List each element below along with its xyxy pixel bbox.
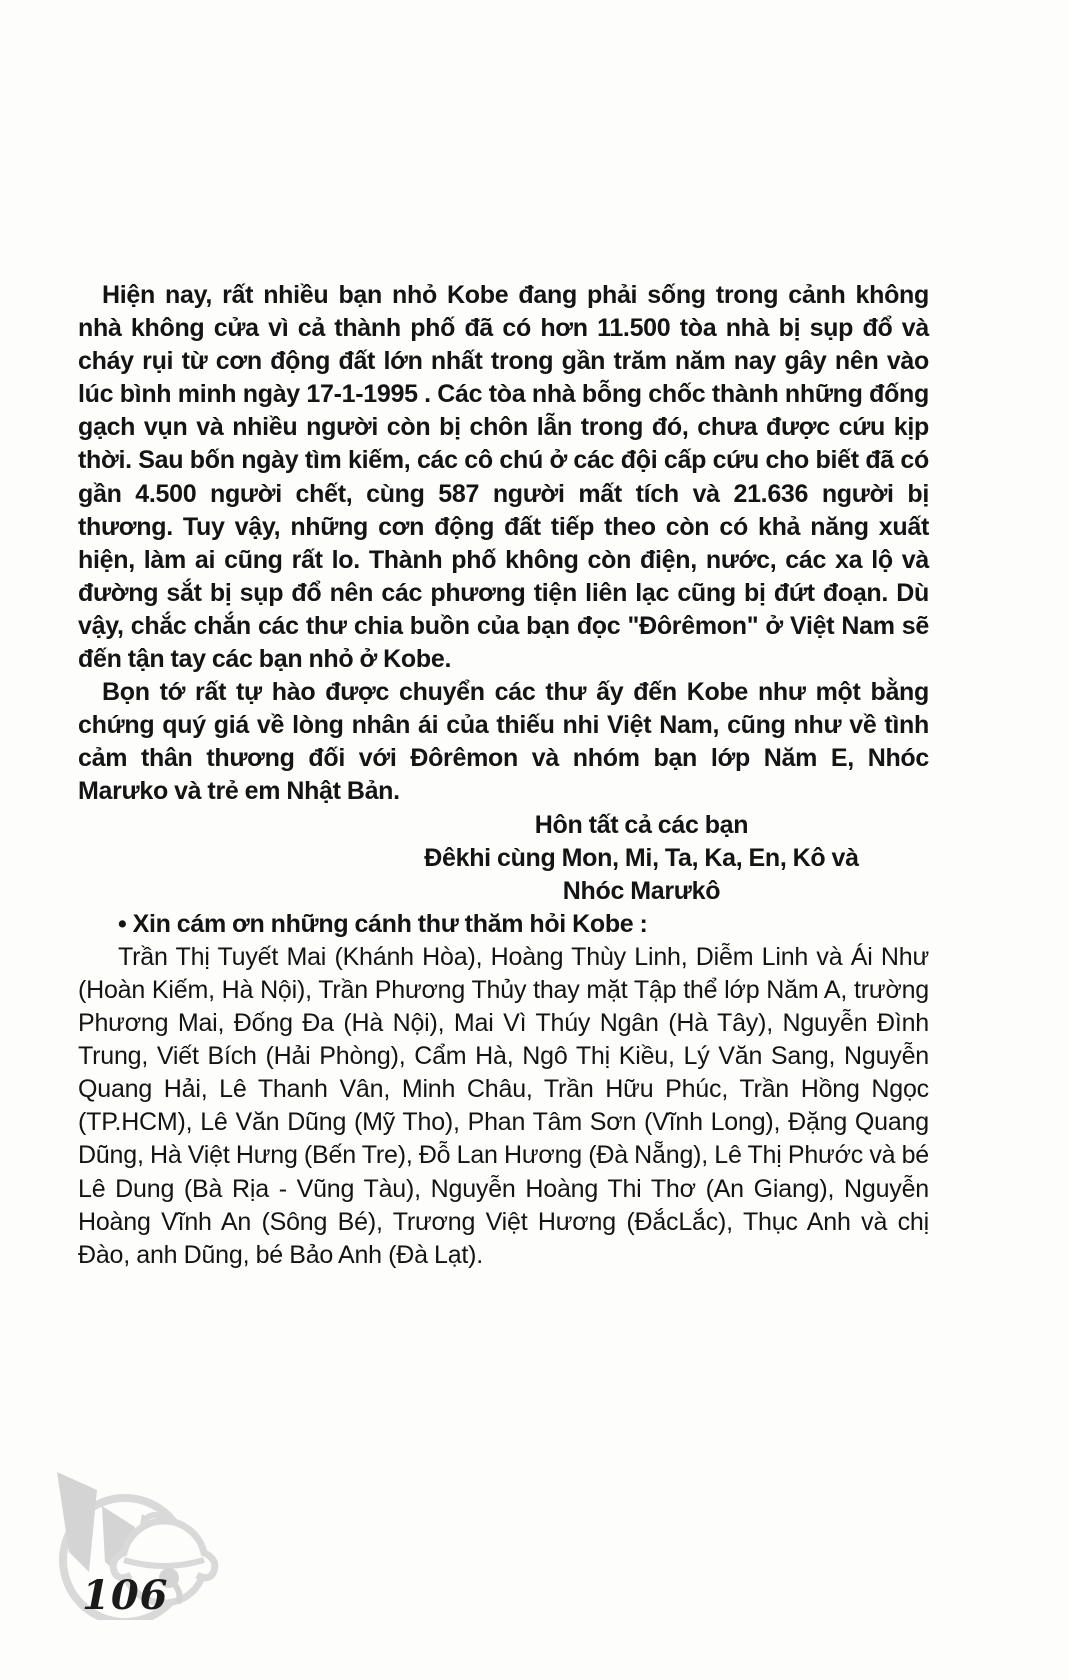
page-number: 106 <box>82 1572 169 1619</box>
signoff-line-kiss: Hôn tất cả các bạn <box>534 810 749 839</box>
signoff-line-characters: Đêkhi cùng Mon, Mi, Ta, Ka, En, Kô và <box>424 843 859 872</box>
page-text <box>78 279 929 1272</box>
paragraph-letters-pride: Bọn tớ rất tự hào được chuyển các thư ấy đến Kobe như một bằng chứng quý giá về lòng nhân ái của thiếu nhi Việt Nam, cũng như về tình cảm thân thương đối với Đôrêmon và nhóm bạn lớp Năm E, Nhóc Marưko và trẻ em Nhật Bản. <box>78 678 929 806</box>
thanks-names-list: Trần Thị Tuyết Mai (Khánh Hòa), Hoàng Thùy Linh, Diễm Linh và Ái Như (Hoàn Kiếm, Hà Nội), Trần Phương Thủy thay mặt Tập thể lớp Năm A, trường Phương Mai, Đống Đa (Hà Nội), Mai Vì Thúy Ngân (Hà Tây), Nguyễn Đình Trung, Viết Bích (Hải Phòng), Cẩm Hà, Ngô Thị Kiều, Lý Văn Sang, Nguyễn Quang Hải, Lê Thanh Vân, Minh Châu, Trần Hữu Phúc, Trần Hồng Ngọc (TP.HCM), Lê Văn Dũng (Mỹ Tho), Phan Tâm Sơn (Vĩnh Long), Đặng Quang Dũng, Hà Việt Hưng (Bến Tre), Đỗ Lan Hương (Đà Nẵng), Lê Thị Phước và bé Lê Dung (Bà Rịa - Vũng Tàu), Nguyễn Hoàng Thi Thơ (An Giang), Nguyễn Hoàng Vĩnh An (Sông Bé), Trương Việt Hương (ĐắcLắc), Thục Anh và chị Đào, anh Dũng, bé Bảo Anh (Đà Lạt). <box>78 942 929 1269</box>
signoff-line-maruko: Nhóc Marưkô <box>562 876 721 905</box>
paragraph-kobe-earthquake: Hiện nay, rất nhiều bạn nhỏ Kobe đang phải sống trong cảnh không nhà không cửa vì cả thành phố đã có hơn 11.500 tòa nhà bị sụp đổ và cháy rụi từ cơn động đất lớn nhất trong gần trăm năm nay gây nên vào lúc bình minh ngày 17-1-1995 . Các tòa nhà bỗng chốc thành những đống gạch vụn và nhiều người còn bị chôn lẫn trong đó, chưa được cứu kịp thời. Sau bốn ngày tìm kiếm, các cô chú ở các đội cấp cứu cho biết đã có gần 4.500 người chết, cùng 587 người mất tích và 21.636 người bị thương. Tuy vậy, những cơn động đất tiếp theo còn có khả năng xuất hiện, làm ai cũng rất lo. Thành phố không còn điện, nước, các xa lộ và đường sắt bị sụp đổ nên các phương tiện liên lạc cũng bị đứt đoạn. Dù vậy, chắc chắn các thư chia buồn của bạn đọc "Đôrêmon" ở Việt Nam sẽ đến tận tay các bạn nhỏ ở Kobe. <box>78 281 929 674</box>
thanks-heading: • Xin cám ơn những cánh thư thăm hỏi Kobe : <box>118 909 648 938</box>
signoff-block <box>78 809 929 908</box>
